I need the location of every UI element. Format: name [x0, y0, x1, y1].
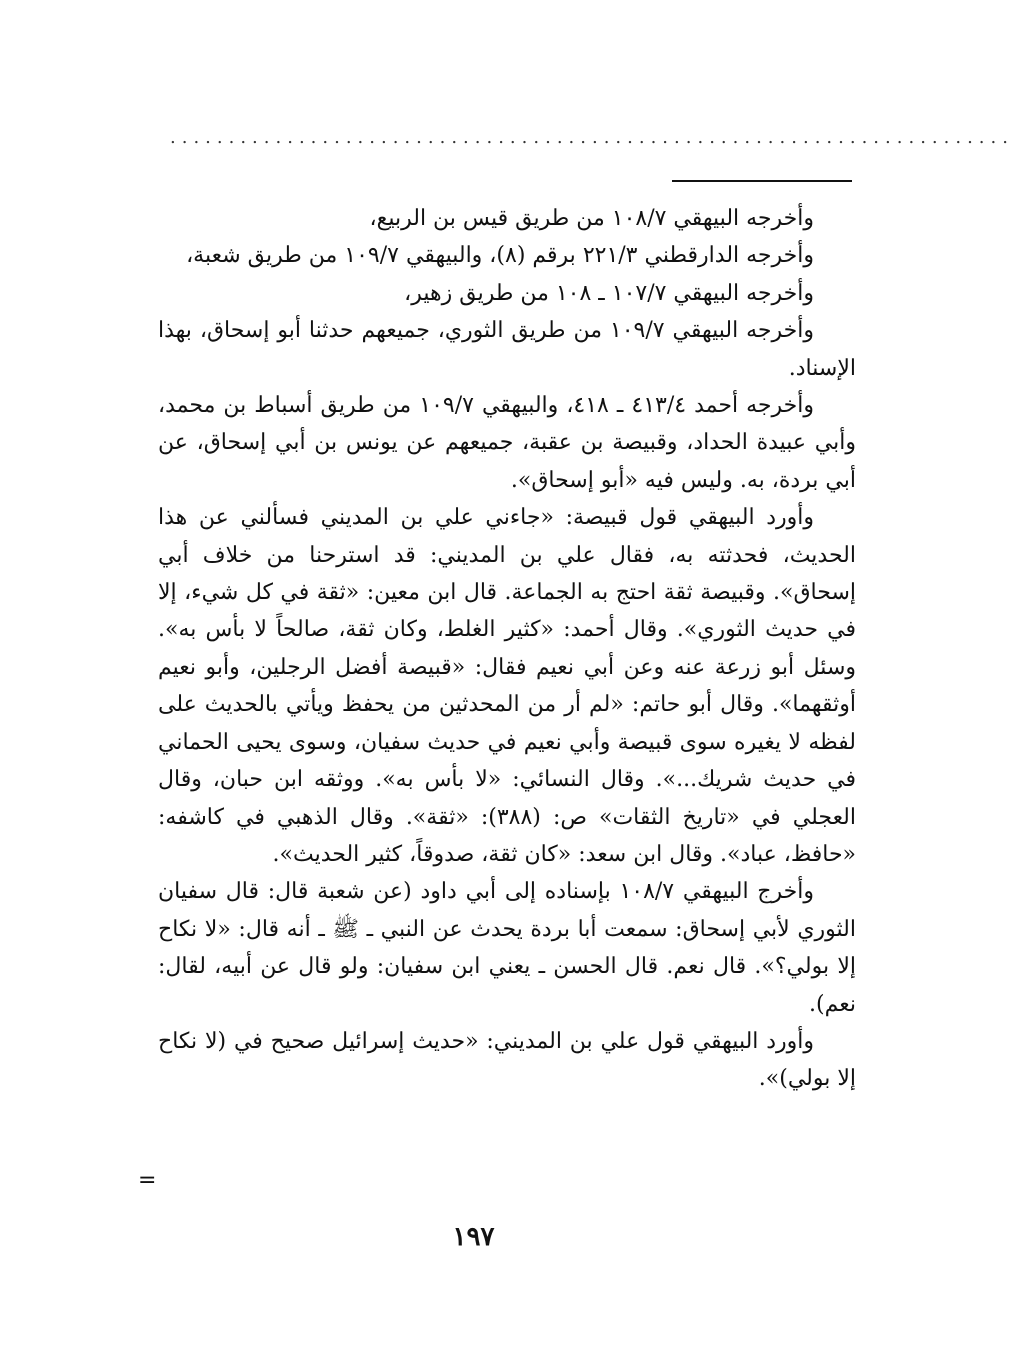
- paragraph-5: وأخرجه أحمد ٤١٣/٤ ـ ٤١٨، والبيهقي ١٠٩/٧ من طريق أسباط بن محمد، وأبي عبيدة الحداد، وقبيصة بن عقبة، جميعهم عن يونس بن أبي إسحاق، عن أبي بردة، به. وليس فيه «أبو إسحاق».: [158, 393, 856, 493]
- paragraph-3: وأخرجه البيهقي ١٠٧/٧ ـ ١٠٨ من طريق زهير،: [404, 280, 814, 306]
- paragraph-2: وأخرجه الدارقطني ٢٢١/٣ برقم (٨)، والبيهقي ١٠٩/٧ من طريق شعبة،: [186, 243, 814, 269]
- footnote-body: [158, 200, 856, 1098]
- paragraph-8: وأورد البيهقي قول علي بن المديني: «حديث إسرائيل صحيح في (لا نكاح إلا بولي)».: [158, 1028, 856, 1092]
- continuation-mark: =: [138, 1168, 157, 1193]
- paragraph-1: وأخرجه البيهقي ١٠٨/٧ من طريق قيس بن الربيع،: [369, 206, 814, 231]
- paragraph-6: وأورد البيهقي قول قبيصة: «جاءني علي بن المديني فسألني عن هذا الحديث، فحدثته به، فقال علي بن المديني: قد استرحنا من خلاف أبي إسحاق». وقبيصة ثقة احتج به الجماعة. قال ابن معين: «ثقة في كل شيء، إلا في حديث الثوري». وقال أحمد: «كثير الغلط، وكان ثقة، صالحاً لا بأس به». وسئل أبو زرعة عنه وعن أبي نعيم فقال: «قبيصة أفضل الرجلين، وأبو نعيم أوثقهما». وقال أبو حاتم: «لم أر من المحدثين من يحفظ ويأتي بالحديث على لفظه لا يغيره سوى قبيصة وأبي نعيم في حديث سفيان، وسوى يحيى الحماني في حديث شريك...». وقال النسائي: «لا بأس به». ووثقه ابن حبان، وقال العجلي في «تاريخ الثقات» ص: (٣٨٨): «ثقة». وقال الذهبي في كاشفه: «حافظ، عباد». وقال ابن سعد: «كان ثقة، صدوقاً، كثير الحديث».: [158, 505, 857, 867]
- paragraph-4: وأخرجه البيهقي ١٠٩/٧ من طريق الثوري، جميعهم حدثنا أبو إسحاق، بهذا الإسناد.: [158, 318, 856, 381]
- header-dotted-line: ........................................................................: [170, 127, 1014, 148]
- paragraph-7: وأخرج البيهقي ١٠٨/٧ بإسناده إلى أبي داود (عن شعبة قال: قال سفيان الثوري لأبي إسحاق: سمعت أبا بردة يحدث عن النبي ـ ﷺ ـ أنه قال: «لا نكاح إلا بولي؟». قال نعم. قال الحسن ـ يعني ابن سفيان: ولو قال عن أبيه، لقال: نعم).: [158, 879, 856, 1017]
- page-number: ١٩٧: [452, 1222, 495, 1252]
- footnote-separator-rule: [672, 180, 852, 182]
